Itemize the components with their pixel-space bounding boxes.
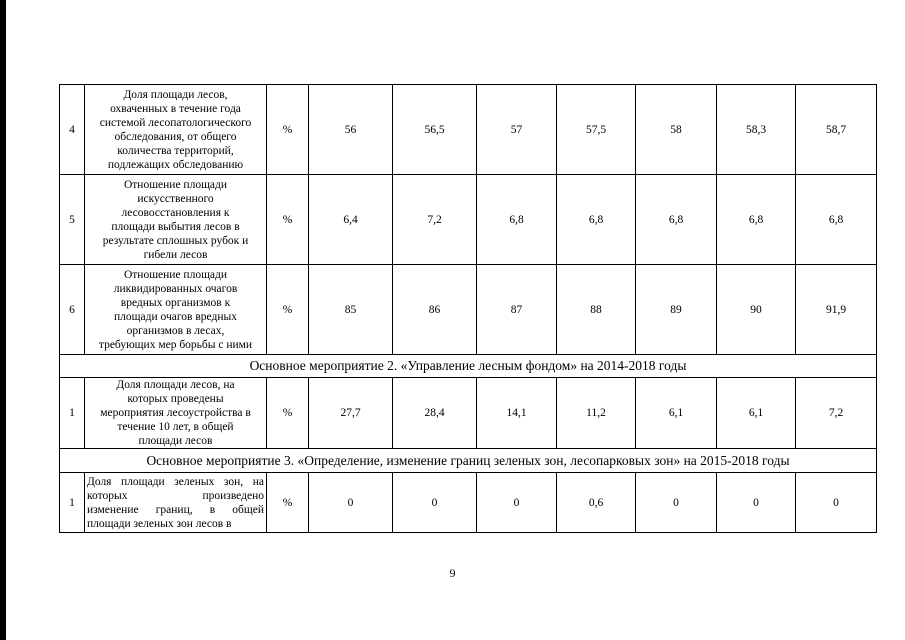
- value-cell: 6,8: [557, 175, 636, 265]
- description-line: ликвидированных очагов: [113, 282, 238, 295]
- section-header-row: [60, 355, 877, 378]
- page-number: 9: [449, 566, 456, 580]
- indicator-description: [85, 378, 267, 449]
- value-cell: 27,7: [309, 378, 393, 449]
- value-cell: 0: [717, 473, 796, 533]
- description-line: вредных организмов к: [120, 296, 231, 309]
- table-row: [60, 473, 877, 533]
- description-line: искусственного: [137, 192, 214, 205]
- description-line: мероприятия лесоустройства в: [100, 407, 251, 419]
- description-line: Доля площади лесов, на: [116, 379, 235, 391]
- value-cell: 85: [309, 265, 393, 355]
- value-cell: 90: [717, 265, 796, 355]
- value-cell: 0: [393, 473, 477, 533]
- table-row: [60, 378, 877, 449]
- description-line: подлежащих обследованию: [107, 158, 244, 171]
- description-line: площади очагов вредных: [114, 310, 237, 323]
- description-line: которых произведено: [87, 489, 264, 502]
- row-number: 6: [60, 265, 85, 355]
- description-line: количества территорий,: [117, 144, 234, 157]
- indicator-description: [85, 265, 267, 355]
- description-line: требующих мер борьбы с ними: [98, 338, 253, 351]
- table-row: [60, 85, 877, 175]
- row-number: 1: [60, 473, 85, 533]
- value-cell: 89: [636, 265, 717, 355]
- description-line: обследования, от общего: [114, 130, 237, 143]
- value-cell: 6,8: [796, 175, 877, 265]
- value-cell: 58,3: [717, 85, 796, 175]
- description-line: системой лесопатологического: [99, 116, 252, 129]
- unit-cell: %: [267, 175, 309, 265]
- value-cell: 57: [477, 85, 557, 175]
- value-cell: 11,2: [557, 378, 636, 449]
- value-cell: 6,8: [636, 175, 717, 265]
- value-cell: 91,9: [796, 265, 877, 355]
- description-line: гибели лесов: [143, 248, 208, 261]
- value-cell: 6,1: [636, 378, 717, 449]
- value-cell: 0: [477, 473, 557, 533]
- indicator-description: [85, 175, 267, 265]
- value-cell: 58: [636, 85, 717, 175]
- indicators-table: [59, 84, 877, 533]
- value-cell: 0: [636, 473, 717, 533]
- value-cell: 14,1: [477, 378, 557, 449]
- section-title: Основное мероприятие 2. «Управление лесным фондом» на 2014-2018 годы: [60, 355, 877, 378]
- description-line: течение 10 лет, в общей: [117, 421, 234, 433]
- value-cell: 6,8: [477, 175, 557, 265]
- indicator-description: [85, 85, 267, 175]
- row-number: 5: [60, 175, 85, 265]
- value-cell: 7,2: [393, 175, 477, 265]
- description-line: которых проведены: [127, 393, 224, 405]
- value-cell: 0: [309, 473, 393, 533]
- value-cell: 86: [393, 265, 477, 355]
- description-line: лесовосстановления к: [121, 206, 230, 219]
- unit-cell: %: [267, 265, 309, 355]
- value-cell: 0: [796, 473, 877, 533]
- table-row: [60, 265, 877, 355]
- description-line: Отношение площади: [123, 268, 228, 281]
- value-cell: 6,8: [717, 175, 796, 265]
- value-cell: 56,5: [393, 85, 477, 175]
- unit-cell: %: [267, 85, 309, 175]
- value-cell: 88: [557, 265, 636, 355]
- description-line: организмов в лесах,: [126, 324, 225, 337]
- section-title: Основное мероприятие 3. «Определение, изменение границ зеленых зон, лесопарковых зон» на 2015-2018 годы: [60, 449, 877, 473]
- row-number: 1: [60, 378, 85, 449]
- description-line: результате сплошных рубок и: [102, 234, 249, 247]
- table-row: [60, 175, 877, 265]
- description-line: Отношение площади: [123, 178, 228, 191]
- value-cell: 0,6: [557, 473, 636, 533]
- description-line: Доля площади зеленых зон, на: [87, 475, 264, 488]
- description-line: изменение границ, в общей: [87, 503, 264, 516]
- description-line: площади зеленых зон лесов в: [87, 517, 232, 530]
- value-cell: 6,4: [309, 175, 393, 265]
- value-cell: 7,2: [796, 378, 877, 449]
- description-line: охваченных в течение года: [110, 102, 241, 115]
- value-cell: 58,7: [796, 85, 877, 175]
- description-line: площади выбытия лесов в: [111, 220, 240, 233]
- scan-edge: [0, 0, 6, 640]
- indicator-description: [85, 473, 267, 533]
- value-cell: 57,5: [557, 85, 636, 175]
- row-number: 4: [60, 85, 85, 175]
- value-cell: 87: [477, 265, 557, 355]
- value-cell: 56: [309, 85, 393, 175]
- unit-cell: %: [267, 378, 309, 449]
- section-header-row: [60, 449, 877, 473]
- description-line: Доля площади лесов,: [123, 88, 228, 101]
- value-cell: 28,4: [393, 378, 477, 449]
- value-cell: 6,1: [717, 378, 796, 449]
- description-line: площади лесов: [138, 435, 213, 447]
- unit-cell: %: [267, 473, 309, 533]
